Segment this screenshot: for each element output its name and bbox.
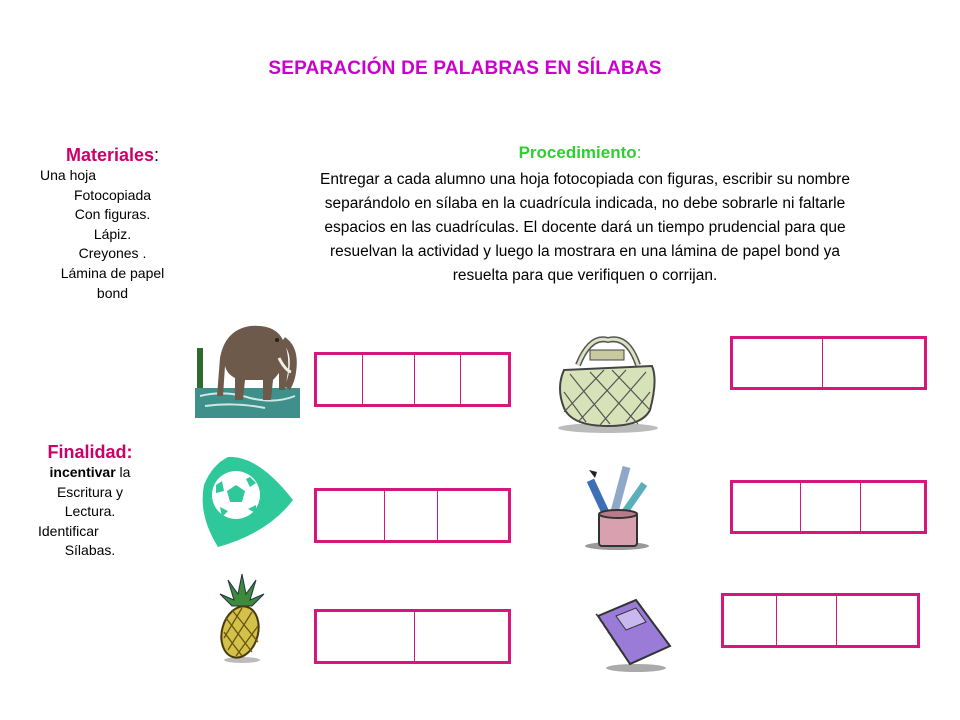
syllable-box[interactable] bbox=[724, 596, 777, 645]
procedure-line: resuelta para que verifiquen o corrijan. bbox=[452, 267, 718, 284]
pencil-cup-syllable-grid bbox=[730, 480, 927, 534]
pineapple-picture bbox=[212, 572, 272, 664]
materials-heading: Materiales: bbox=[65, 145, 160, 165]
pencil-cup-picture bbox=[577, 458, 667, 553]
elephant-picture bbox=[195, 318, 300, 418]
procedure-line: Entregar a cada alumno una hoja fotocopiada con figuras, escribir su nombre bbox=[320, 171, 850, 188]
page-title: SEPARACIÓN DE PALABRAS EN SÍLABAS bbox=[268, 58, 662, 79]
materials-section bbox=[40, 145, 185, 303]
soccer-ball-syllable-grid bbox=[314, 488, 511, 543]
syllable-box[interactable] bbox=[861, 483, 924, 531]
soccer-ball-picture bbox=[198, 455, 298, 550]
notebook-syllable-grid bbox=[721, 593, 920, 648]
syllable-box[interactable] bbox=[823, 339, 924, 387]
syllable-box[interactable] bbox=[438, 491, 508, 540]
finalidad-section bbox=[20, 442, 160, 561]
syllable-box[interactable] bbox=[733, 339, 823, 387]
syllable-box[interactable] bbox=[777, 596, 837, 645]
finalidad-line: Escritura y bbox=[56, 483, 124, 500]
procedure-heading: Procedimiento: bbox=[518, 143, 642, 162]
finalidad-line: incentivar la bbox=[49, 464, 131, 480]
materials-line: Fotocopiada bbox=[73, 186, 152, 203]
syllable-box[interactable] bbox=[363, 355, 415, 404]
procedure-line: separándolo en sílaba en la cuadrícula indicada, no debe sobrarle ni faltarle bbox=[324, 195, 846, 212]
syllable-box[interactable] bbox=[317, 612, 415, 661]
notebook-picture bbox=[590, 598, 675, 673]
materials-line: Lápiz. bbox=[93, 225, 132, 242]
syllable-box[interactable] bbox=[415, 612, 508, 661]
basket-syllable-grid bbox=[730, 336, 927, 390]
materials-line: Lámina de papel bbox=[60, 264, 165, 281]
finalidad-line: Lectura. bbox=[64, 503, 116, 520]
procedure-line: espacios en las cuadrículas. El docente dará un tiempo prudencial para que bbox=[324, 219, 846, 236]
finalidad-list bbox=[20, 463, 160, 561]
materials-line: Creyones . bbox=[78, 245, 147, 262]
syllable-box[interactable] bbox=[461, 355, 508, 404]
syllable-box[interactable] bbox=[317, 491, 385, 540]
materials-line: Una hoja bbox=[40, 167, 97, 183]
materials-line: Con figuras. bbox=[74, 206, 151, 223]
syllable-box[interactable] bbox=[317, 355, 363, 404]
procedure-line: resuelvan la actividad y luego la mostrara en una lámina de papel bond ya bbox=[329, 243, 841, 260]
syllable-box[interactable] bbox=[385, 491, 438, 540]
syllable-box[interactable] bbox=[415, 355, 461, 404]
basket-picture bbox=[550, 330, 665, 435]
syllable-box[interactable] bbox=[837, 596, 917, 645]
syllable-box[interactable] bbox=[733, 483, 801, 531]
finalidad-line: Sílabas. bbox=[64, 542, 116, 559]
finalidad-heading: Finalidad: bbox=[47, 442, 133, 462]
pineapple-syllable-grid bbox=[314, 609, 511, 664]
materials-list bbox=[40, 166, 185, 303]
materials-line: bond bbox=[96, 284, 129, 301]
procedure-text bbox=[240, 168, 930, 288]
finalidad-line: Identificar bbox=[38, 522, 99, 539]
elephant-syllable-grid bbox=[314, 352, 511, 407]
syllable-box[interactable] bbox=[801, 483, 861, 531]
